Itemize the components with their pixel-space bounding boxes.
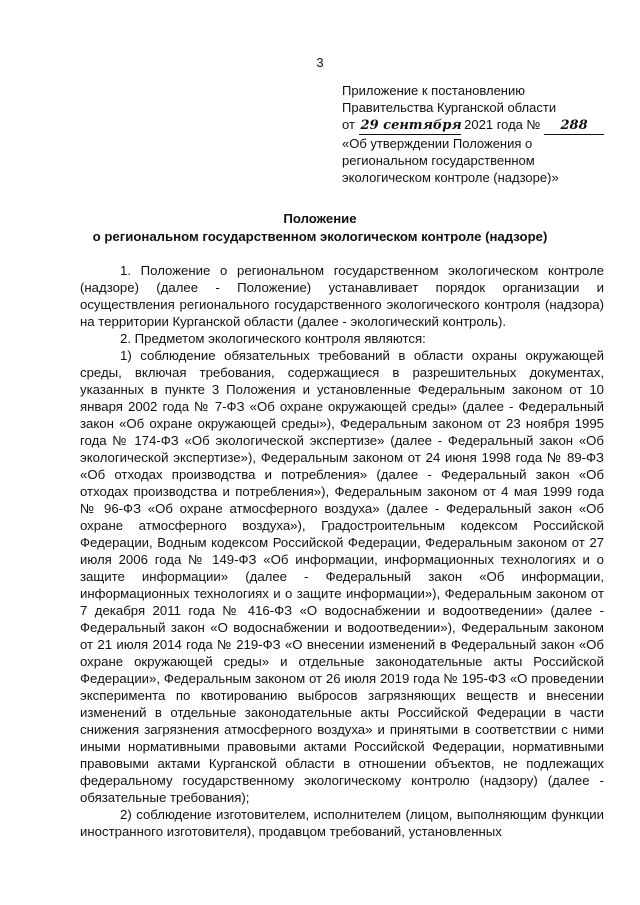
page-number: 3 (316, 55, 324, 70)
appendix-date-line (342, 116, 612, 135)
handwritten-number: 288 (544, 117, 604, 135)
appendix-line: Приложение к постановлению (342, 83, 525, 98)
appendix-line: экологическом контроле (надзоре)» (342, 170, 559, 185)
document-body (80, 262, 604, 840)
appendix-block (342, 82, 612, 186)
appendix-line: Правительства Курганской области (342, 100, 557, 115)
paragraph: 2) соблюдение изготовителем, исполнителем (лицом, выполняющим функции иностранного изготовителя), продавцом требований, установленных (80, 807, 604, 839)
paragraph: 2. Предметом экологического контроля являются: (120, 331, 426, 346)
handwritten-date: 29 сентября (360, 118, 462, 133)
document-subtitle: о региональном государственном экологическом контроле (надзоре) (92, 229, 548, 244)
appendix-line: «Об утверждении Положения о (342, 136, 533, 151)
document-title: Положение (283, 211, 357, 226)
paragraph: 1) соблюдение обязательных требований в области охраны окружающей среды, включая требования, содержащиеся в разрешительных документах, указанных в пункте 3 Положения и установленные Федеральным законом от 10 января 2002 года № 7-ФЗ «Об охране окружающей среды» (далее - Федеральный закон «Об охране окружающей среды»), Федеральным законом от 23 ноября 1995 года № 174-ФЗ «Об экологической экспертизе» (далее - Федеральный закон «Об экологической экспертизе»), Федеральным законом от 24 июня 1998 года № 89-ФЗ «Об отходах производства и потребления» (далее - Федеральный закон «Об отходах производства и потребления»), Федеральным законом от 4 мая 1999 года № 96-ФЗ «Об охране атмосферного воздуха» (далее - Федеральный закон «Об охране атмосферного воздуха»), Градостроительным кодексом Российской Федерации, Водным кодексом Российской Федерации, Федеральным законом от 27 июля 2006 года № 149-ФЗ «Об информации, информационных технологиях и о защите информации» (далее - Федеральный закон «Об информации, информационных технологиях и о защите информации»), Федеральным законом от 7 декабря 2011 года № 416-ФЗ «О водоснабжении и водоотведении» (далее - Федеральный закон «О водоснабжении и водоотведении»), Федеральным законом от 21 июля 2014 года № 219-ФЗ «О внесении изменений в Федеральный закон «Об охране окружающей среды» и отдельные законодательные акты Российской Федерации», Федеральным законом от 26 июля 2019 года № 195-ФЗ «О проведении эксперимента по квотированию выбросов загрязняющих веществ и внесении изменений в отдельные законодательные акты Российской Федерации в части снижения загрязнения атмосферного воздуха» и принятыми в соответствии с ними иными нормативными правовыми актами Российской Федерации, нормативными правовыми актами Курганской области в отношении объектов, не подлежащих федеральному государственному экологическому контролю (надзору) (далее - обязательные требования); (80, 348, 604, 805)
from-label: от (342, 117, 355, 132)
year-text: 2021 года № (464, 117, 541, 132)
paragraph: 1. Положение о региональном государственном экологическом контроле (надзоре) (далее - Положение) устанавливает порядок организации и осуществления регионального государственного экологического контроля (надзора) на территории Курганской области (далее - экологический контроль). (80, 263, 604, 329)
appendix-line: региональном государственном (342, 153, 535, 168)
